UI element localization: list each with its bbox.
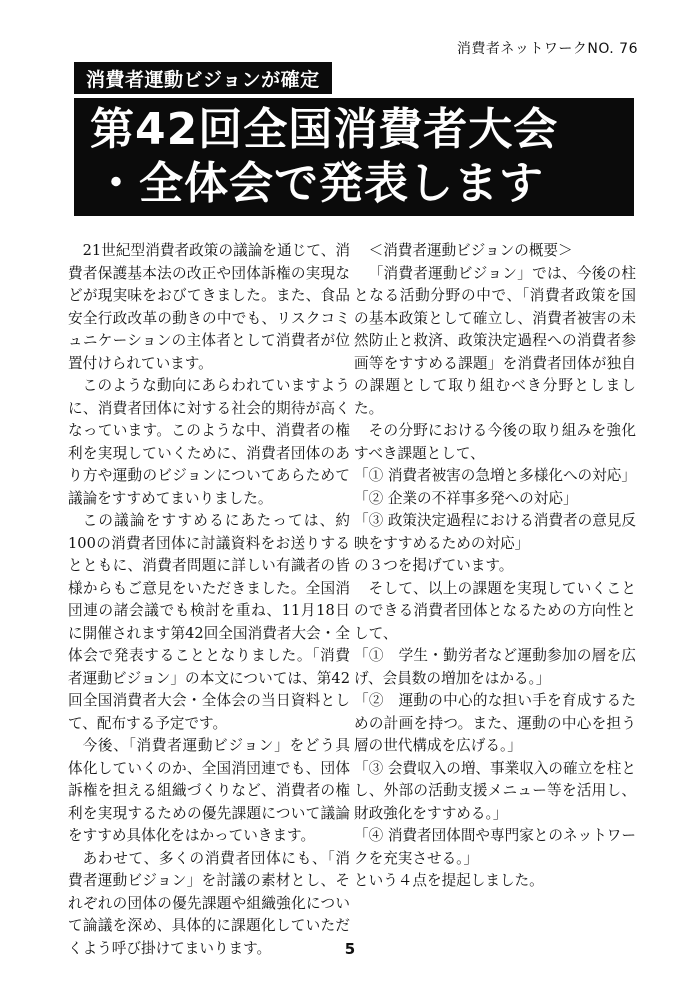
closing-text: という４点を提起しました。: [354, 872, 544, 889]
right-column: [354, 240, 636, 893]
task-item: 「② 企業の不祥事多発への対応」: [354, 489, 578, 507]
title-line-1: 第42回全国消費者大会: [90, 104, 559, 155]
tasks-close: の３つを掲げています。: [354, 557, 514, 574]
direction-item: 「④ 消費者団体間や専門家とのネットワークを充実させる。」: [354, 827, 636, 867]
body-paragraph: あわせて、多くの消費者団体にも、「消費者運動ビジョン」を討議の素材とし、それぞれの団体の優先課題や組織強化について論議を深め、具体的に課題化していただくよう呼び掛けてまいります。: [68, 849, 350, 957]
direction-item: 「③ 会費収入の増、事業収入の確立を柱とし、外部の活動支援メニュー等を活用し、財政強化をすすめる。」: [354, 759, 636, 822]
title-line-2: ・全体会で発表します: [94, 158, 544, 209]
left-column: [68, 240, 350, 960]
section-heading: ＜消費者運動ビジョンの概要＞: [368, 242, 573, 259]
page-number: 5: [344, 940, 356, 958]
issue-number: 消費者ネットワークNO. 76: [456, 41, 638, 57]
body-paragraph: この議論をすすめるにあたっては、約100の消費者団体に討議資料をお送りするとともに、消費者問題に詳しい有識者の皆様からもご意見をいただきました。全国消団連の諸会議でも検討を重ね、11月18日に開催されます第42回全国消費者大会・全体会で発表することとなりました。「消費者運動ビジョン」の本文については、第42回全国消費者大会・全体会の当日資料として、配布する予定です。: [68, 512, 350, 732]
direction-item: 「① 学生・勤労者など運動参加の層を広げ、会員数の増加をはかる。」: [354, 647, 636, 687]
task-item: 「③ 政策決定過程における消費者の意見反映をすすめるための対応」: [354, 512, 636, 552]
kicker-banner: 消費者運動ビジョンが確定: [74, 62, 332, 94]
body-paragraph: 「消費者運動ビジョン」では、今後の柱となる活動分野の中で、「消費者政策を国の基本政策として確立し、消費者被害の未然防止と救済、政策決定過程への消費者参画等をすすめる課題」を消費者団体が独自の課題として取り組むべき分野としました。: [354, 264, 636, 417]
body-paragraph: 今後、「消費者運動ビジョン」をどう具体化していくのか、全国消団連でも、団体訴権を担える組織づくりなど、消費者の権利を実現するための優先課題について議論をすすめ具体化をはかっていきます。: [68, 737, 350, 844]
direction-item: 「② 運動の中心的な担い手を育成するための計画を持つ。また、運動の中心を担う層の世代構成を広げる。」: [354, 692, 636, 754]
title-block: [74, 98, 634, 216]
body-paragraph: そして、以上の課題を実現していくことのできる消費者団体となるための方向性として、: [354, 579, 636, 642]
body-paragraph: その分野における今後の取り組みを強化すべき課題として、: [354, 422, 636, 462]
body-paragraph: このような動向にあらわれていますように、消費者団体に対する社会的期待が高くなっています。このような中、消費者の権利を実現していくために、消費者団体のあり方や運動のビジョンについてあらためて議論をすすめてまいりました。: [68, 377, 350, 507]
body-paragraph: 21世紀型消費者政策の議論を通じて、消費者保護基本法の改正や団体訴権の実現などが現実味をおびてきました。また、食品安全行政改革の動きの中でも、リスクコミュニケーションの主体者として消費者が位置付けられています。: [68, 242, 350, 372]
task-item: 「① 消費者被害の急増と多様化への対応」: [354, 467, 636, 484]
